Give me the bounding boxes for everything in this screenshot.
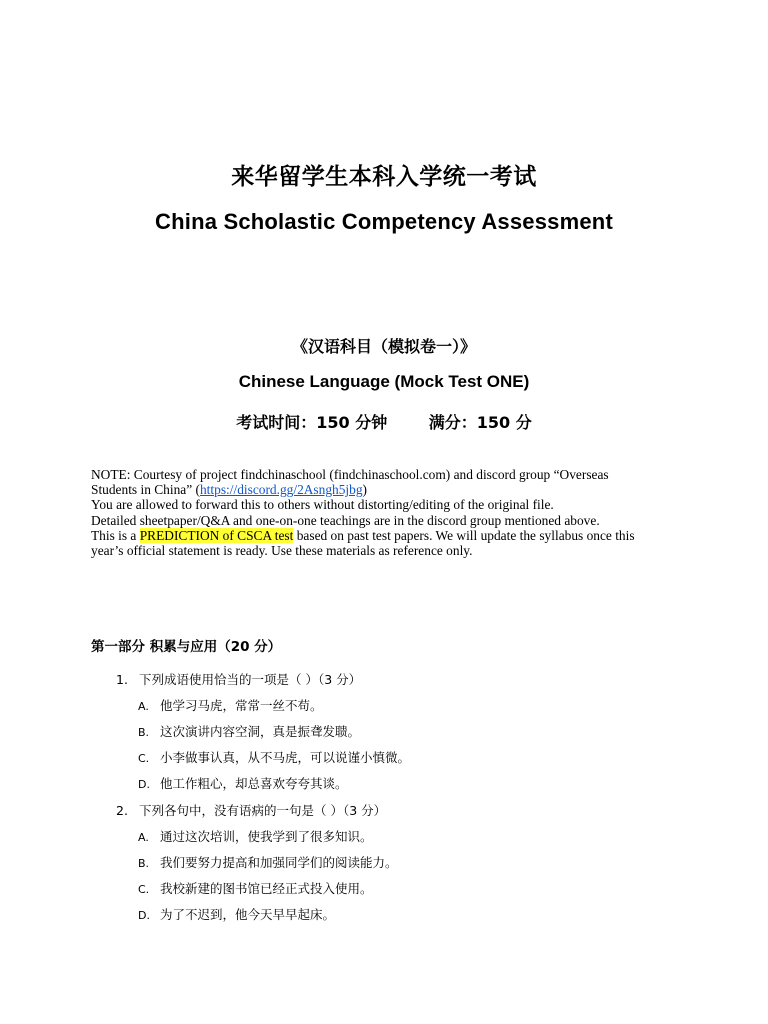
highlighted-text: PREDICTION of CSCA test	[139, 527, 294, 543]
option-letter: C.	[138, 752, 150, 765]
note-block	[91, 467, 691, 558]
question-2-option-b	[138, 853, 398, 871]
question-1-option-c	[138, 748, 410, 766]
exam-time: 考试时间：150 分钟	[236, 413, 388, 432]
section-title: 第一部分 积累与应用（20 分）	[91, 639, 282, 655]
exam-full-score: 满分：150 分	[428, 413, 532, 432]
note-line-2	[91, 482, 691, 497]
question-2	[116, 801, 386, 819]
subject-title-chinese: 《汉语科目（模拟卷一）》	[291, 337, 476, 356]
option-text: 他学习马虎，常常一丝不苟。	[160, 698, 323, 713]
option-letter: B.	[138, 726, 150, 739]
note-line-5-suffix: based on past test papers. We will update the syllabus once this	[293, 527, 635, 543]
question-2-option-c	[138, 879, 373, 897]
note-line-3: You are allowed to forward this to others without distorting/editing of the original file.	[91, 497, 554, 513]
option-letter: D.	[138, 909, 150, 922]
question-text: 下列各句中，没有语病的一句是（ ）（3 分）	[139, 803, 387, 818]
note-line-2-suffix: )	[362, 482, 368, 498]
option-text: 这次演讲内容空洞，真是振聋发聩。	[160, 724, 361, 739]
option-letter: A.	[138, 700, 149, 713]
question-1-option-b	[138, 722, 360, 740]
option-letter: D.	[138, 778, 150, 791]
option-text: 他工作粗心，却总喜欢夸夸其谈。	[160, 776, 348, 791]
question-number: 2.	[116, 803, 128, 818]
question-1-option-a	[138, 696, 323, 714]
option-text: 我校新建的图书馆已经正式投入使用。	[160, 881, 373, 896]
note-line-5	[91, 528, 691, 543]
question-1-option-d	[138, 774, 348, 792]
option-text: 通过这次培训，使我学到了很多知识。	[160, 829, 373, 844]
note-line-4: Detailed sheetpaper/Q&A and one-on-one teachings are in the discord group mentioned above.	[91, 512, 600, 528]
option-letter: C.	[138, 883, 150, 896]
question-number: 1.	[116, 672, 128, 687]
note-line-2-prefix: Students in China” (	[91, 482, 200, 498]
option-text: 为了不迟到，他今天早早起床。	[160, 907, 336, 922]
question-2-option-d	[138, 905, 335, 923]
exam-title-english: China Scholastic Competency Assessment	[155, 209, 613, 234]
note-line-5-prefix: This is a	[91, 527, 140, 543]
exam-title-chinese: 来华留学生本科入学统一考试	[231, 164, 537, 190]
discord-link[interactable]: https://discord.gg/2Asngh5jbg	[199, 482, 363, 498]
question-1	[116, 670, 361, 688]
note-line-1: NOTE: Courtesy of project findchinaschool (findchinaschool.com) and discord group “Overseas	[91, 467, 609, 482]
question-2-option-a	[138, 827, 373, 845]
option-text: 我们要努力提高和加强同学们的阅读能力。	[160, 855, 398, 870]
note-line-6: year’s official statement is ready. Use these materials as reference only.	[91, 543, 473, 559]
option-text: 小李做事认真，从不马虎，可以说谨小慎微。	[160, 750, 411, 765]
subject-title-english: Chinese Language (Mock Test ONE)	[238, 372, 530, 391]
option-letter: B.	[138, 857, 150, 870]
question-text: 下列成语使用恰当的一项是（ ）（3 分）	[139, 672, 362, 687]
exam-meta	[0, 410, 768, 433]
option-letter: A.	[138, 831, 149, 844]
